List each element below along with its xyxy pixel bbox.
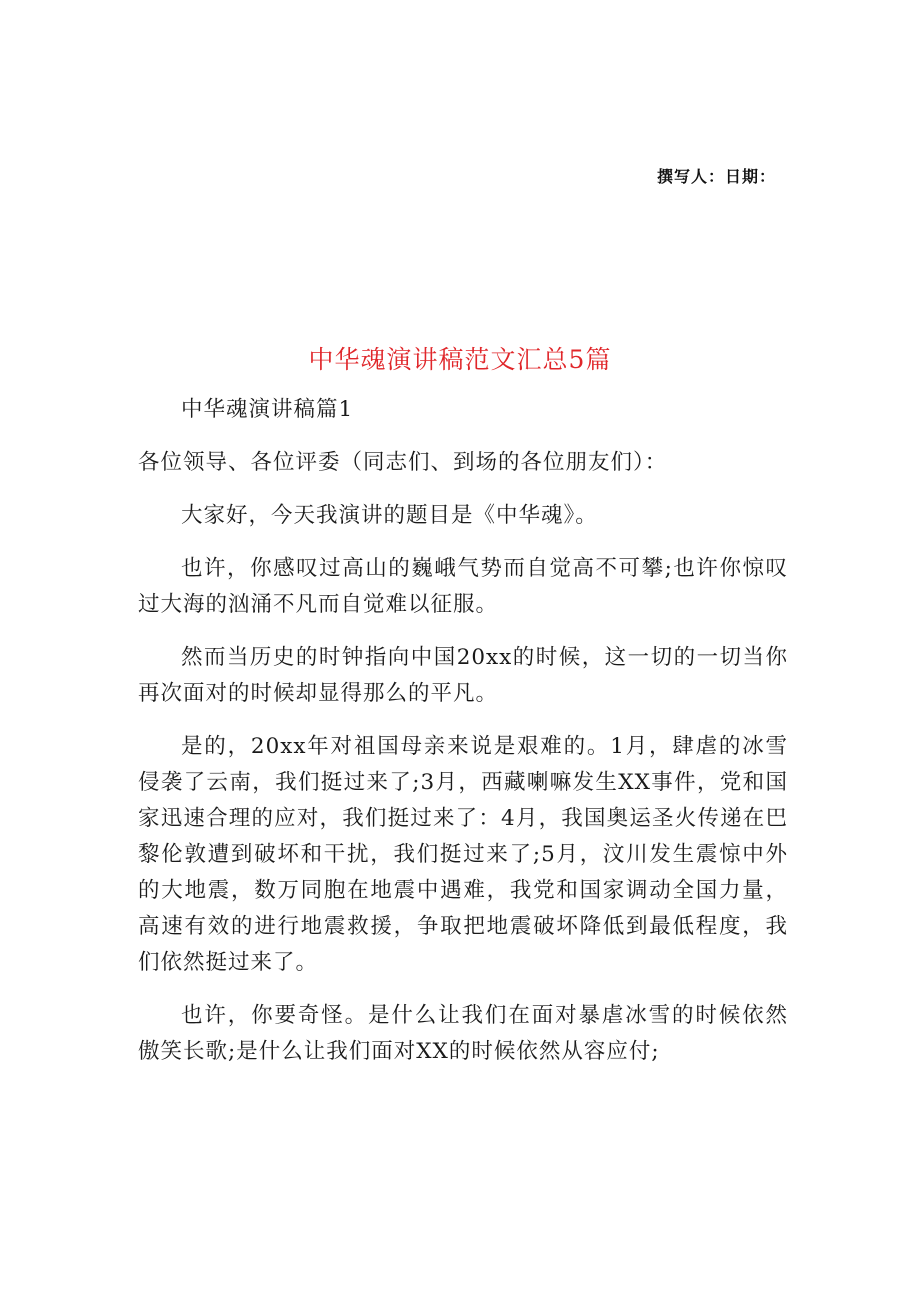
author-date-header: 撰写人：日期：: [656, 167, 776, 186]
paragraph-4: 是的，20xx年对祖国母亲来说是艰难的。1月，肆虐的冰雪侵袭了云南，我们挺过来了;3月，西藏喇嘛发生XX事件，党和国家迅速合理的应对，我们挺过来了：4月，我国奥运圣火传递在巴黎伦敦遭到破坏和干扰，我们挺过来了;5月，汶川发生震惊中外的大地震，数万同胞在地震中遇难，我党和国家调动全国力量，高速有效的进行地震救援，争取把地震破坏降低到最低程度，我们依然挺过来了。: [138, 734, 788, 975]
paragraph-1: 大家好，今天我演讲的题目是《中华魂》。: [181, 503, 598, 528]
document-title: 中华魂演讲稿范文汇总5篇: [308, 345, 612, 374]
document-body: [138, 392, 788, 1087]
paragraph-3: 然而当历史的时钟指向中国20xx的时候，这一切的一切当你再次面对的时候却显得那么的平凡。: [138, 645, 788, 706]
paragraph-2: 也许，你感叹过高山的巍峨气势而自觉高不可攀;也许你惊叹过大海的汹涌不凡而自觉难以征服。: [138, 556, 788, 617]
paragraph-5: 也许，你要奇怪。是什么让我们在面对暴虐冰雪的时候依然傲笑长歌;是什么让我们面对XX的时候依然从容应付;: [138, 1003, 788, 1064]
salutation: 各位领导、各位评委（同志们、到场的各位朋友们）：: [138, 450, 668, 475]
section-subtitle: 中华魂演讲稿篇1: [181, 397, 354, 422]
